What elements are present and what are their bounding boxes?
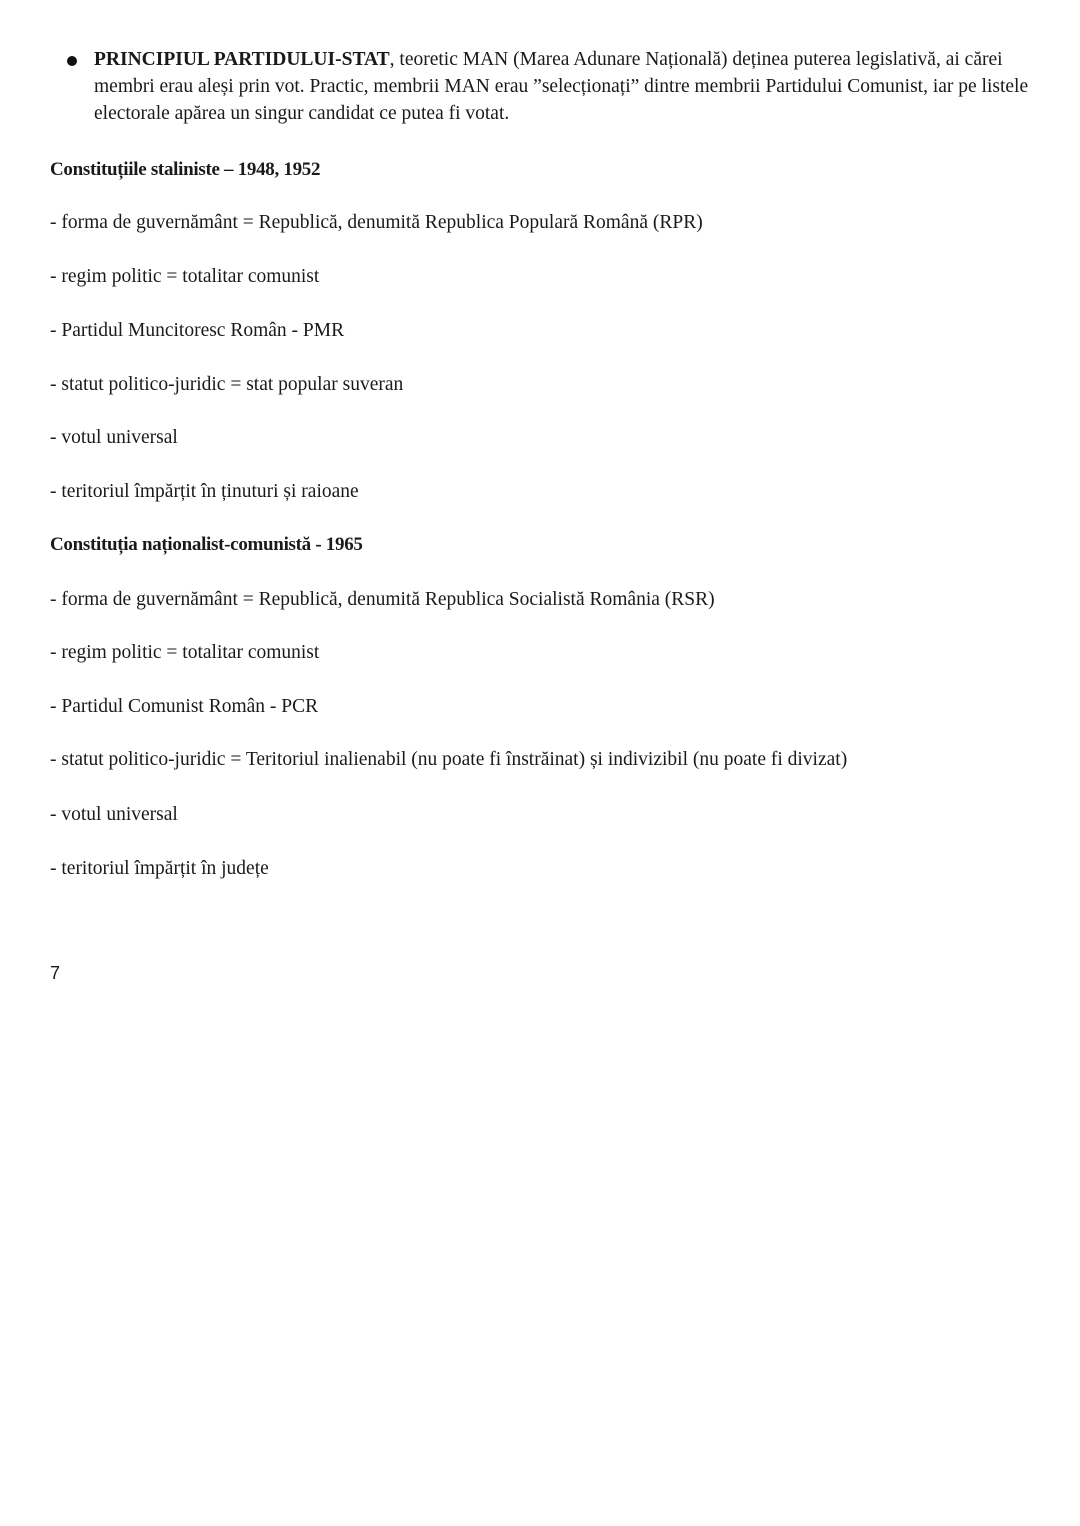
bullet-bold-lead: PRINCIPIUL PARTIDULUI-STAT <box>94 49 390 70</box>
bullet-dot-icon <box>67 56 77 66</box>
list-item: - votul universal <box>50 427 178 448</box>
page-number: 7 <box>50 963 61 983</box>
list-item: - statut politico-juridic = stat popular suveran <box>50 374 404 395</box>
list-item: - Partidul Comunist Român - PCR <box>50 696 319 717</box>
bullet-paragraph <box>94 46 1040 127</box>
list-item: - votul universal <box>50 804 178 825</box>
bullet-item-partidului-stat <box>50 46 1040 127</box>
list-item: - forma de guvernământ = Republică, denumită Republica Populară Română (RPR) <box>50 212 703 233</box>
section-heading-staliniste: Constituțiile staliniste – 1948, 1952 <box>50 159 321 180</box>
list-item: - forma de guvernământ = Republică, denumită Republica Socialistă România (RSR) <box>50 589 715 610</box>
bullet-body-text: , teoretic MAN (Marea Adunare Națională) deținea puterea legislativă, ai cărei membri erau aleși prin vot. Practic, membrii MAN erau ”selecționați” dintre membrii Partidului Comunist, iar pe listele electorale apărea un singur candidat ce putea fi votat. <box>94 49 1029 124</box>
list-item: - teritoriul împărțit în județe <box>50 858 269 879</box>
list-item: - teritoriul împărțit în ținuturi și raioane <box>50 481 359 502</box>
list-item: - Partidul Muncitoresc Român - PMR <box>50 320 345 341</box>
list-item: - regim politic = totalitar comunist <box>50 642 320 663</box>
section-heading-nationalist-comunista: Constituția naționalist-comunistă - 1965 <box>50 534 363 555</box>
list-item: - regim politic = totalitar comunist <box>50 266 320 287</box>
list-item: - statut politico-juridic = Teritoriul inalienabil (nu poate fi înstrăinat) și indivizibil (nu poate fi divizat) <box>50 749 848 770</box>
